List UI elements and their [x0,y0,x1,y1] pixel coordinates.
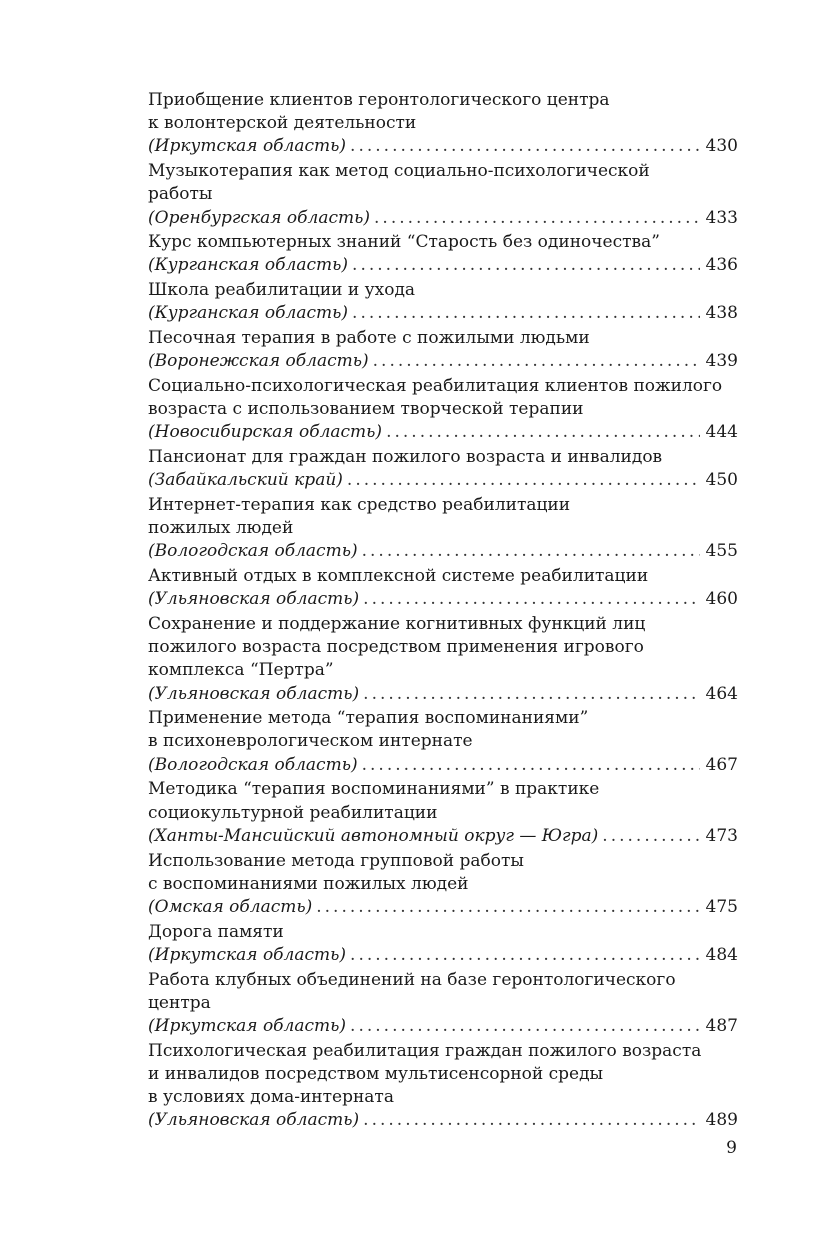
page-number: 9 [726,1138,737,1158]
toc-entry [148,375,738,445]
toc-entry-title-line: Интернет-терапия как средство реабилитации [148,494,571,515]
toc-entry-region: (Иркутская область) [148,1015,347,1036]
toc-entry-page: 464 [705,683,738,704]
toc-entry-leader-line [148,825,738,848]
toc-entry-region: (Иркутская область) [148,944,347,965]
toc-entry-leader-line [148,302,738,325]
toc-entry [148,494,738,564]
dot-leader [374,207,700,230]
toc-entry-title-line: социокультурной реабилитации [148,802,438,823]
toc-entry-page: 467 [705,754,738,775]
dot-leader [386,421,700,444]
toc-entry [148,446,738,492]
toc-entry-title-line: Песочная терапия в работе с пожилыми людьми [148,328,590,349]
toc-entry-title-line: в психоневрологическом интернате [148,731,473,752]
toc-entry-title-line: Приобщение клиентов геронтологического центра [148,90,610,110]
table-of-contents [148,89,738,1134]
toc-entry [148,850,738,920]
toc-entry-leader-line [148,350,738,373]
dot-leader [352,254,700,277]
toc-entry [148,707,738,777]
toc-entry-page: 450 [705,470,738,491]
dot-leader [350,135,700,158]
toc-entry-title-line: к волонтерской деятельности [148,113,417,134]
toc-entry-title-line: центра [148,992,211,1013]
toc-entry-title-line: и инвалидов посредством мультисенсорной среды [148,1063,604,1084]
dot-leader [602,825,700,848]
toc-entry-title-line: Пансионат для граждан пожилого возраста и инвалидов [148,447,663,468]
toc-entry-region: (Воронежская область) [148,351,369,372]
toc-entry [148,778,738,848]
toc-entry-leader-line [148,135,738,158]
toc-entry-page: 489 [705,1110,738,1131]
toc-entry-title-line: с воспоминаниями пожилых людей [148,873,469,894]
toc-entry [148,327,738,373]
dot-leader [350,1015,700,1038]
toc-entry-leader-line [148,421,738,444]
toc-entry-region: (Оренбургская область) [148,207,370,228]
toc-entry-page: 433 [705,207,738,228]
dot-leader [350,944,700,967]
toc-entry-leader-line [148,683,738,706]
toc-entry-region: (Омская область) [148,896,313,917]
toc-entry-region: (Ульяновская область) [148,1110,360,1131]
toc-entry-leader-line [148,1109,738,1132]
toc-entry-page: 484 [705,944,738,965]
toc-entry-title-line: пожилых людей [148,518,294,539]
dot-leader [352,302,700,325]
toc-entry-title-line: в условиях дома-интерната [148,1087,394,1108]
toc-entry-region: (Новосибирская область) [148,422,383,443]
toc-entry [148,1040,738,1133]
toc-entry-leader-line [148,896,738,919]
toc-entry-page: 444 [705,422,738,443]
toc-entry-title-line: комплекса “Пертра” [148,660,334,681]
toc-entry-title-line: Социально-психологическая реабилитация клиентов пожилого [148,375,723,396]
toc-entry-leader-line [148,754,738,777]
toc-entry-page: 473 [705,825,738,846]
toc-entry-page: 438 [705,303,738,324]
toc-entry-title-line: Использование метода групповой работы [148,850,524,871]
toc-entry-region: (Забайкальский край) [148,470,343,491]
toc-entry-leader-line [148,540,738,563]
toc-entry-title-line: возраста с использованием творческой терапии [148,399,584,420]
toc-entry-title-line: Музыкотерапия как метод социально-психологической [148,161,650,182]
toc-entry-title-line: Работа клубных объединений на базе геронтологического [148,969,676,990]
dot-leader [363,588,700,611]
toc-entry-title-line: Школа реабилитации и ухода [148,280,416,301]
toc-entry-page: 430 [705,136,738,157]
dot-leader [363,683,700,706]
toc-entry-leader-line [148,944,738,967]
toc-entry-title-line: Применение метода “терапия воспоминаниями” [148,708,589,729]
toc-entry-region: (Ульяновская область) [148,683,360,704]
toc-entry-leader-line [148,469,738,492]
toc-entry-title-line: Методика “терапия воспоминаниями” в практике [148,779,600,800]
dot-leader [363,1109,700,1132]
toc-entry-region: (Курганская область) [148,303,349,324]
toc-entry-region: (Курганская область) [148,255,349,276]
toc-entry [148,921,738,967]
toc-entry-page: 455 [705,541,738,562]
toc-entry-title-line: пожилого возраста посредством применения игрового [148,637,644,658]
dot-leader [347,469,700,492]
toc-entry-title-line: работы [148,184,213,205]
toc-entry-title-line: Сохранение и поддержание когнитивных функций лиц [148,613,646,634]
toc-entry-leader-line [148,207,738,230]
dot-leader [362,540,700,563]
toc-entry-region: (Ульяновская область) [148,589,360,610]
toc-entry [148,231,738,277]
toc-entry [148,613,738,706]
toc-entry-title-line: Психологическая реабилитация граждан пожилого возраста [148,1040,702,1061]
toc-entry-title-line: Курс компьютерных знаний “Старость без одиночества” [148,232,660,253]
toc-entry [148,279,738,325]
dot-leader [316,896,700,919]
toc-entry-page: 436 [705,255,738,276]
toc-entry-leader-line [148,1015,738,1038]
toc-entry-title-line: Активный отдых в комплексной системе реабилитации [148,566,649,587]
toc-entry-page: 439 [705,351,738,372]
toc-entry-region: (Ханты-Мансийский автономный округ — Югра) [148,825,599,846]
toc-entry-page: 475 [705,896,738,917]
dot-leader [373,350,700,373]
toc-entry-region: (Иркутская область) [148,136,347,157]
toc-entry-leader-line [148,588,738,611]
toc-entry [148,160,738,230]
toc-entry-region: (Вологодская область) [148,541,358,562]
toc-entry [148,565,738,611]
dot-leader [362,754,700,777]
toc-entry-title-line: Дорога памяти [148,921,284,942]
toc-entry-page: 460 [705,589,738,610]
toc-entry-page: 487 [705,1015,738,1036]
toc-entry-leader-line [148,254,738,277]
toc-entry-region: (Вологодская область) [148,754,358,775]
toc-entry [148,89,738,159]
toc-entry [148,969,738,1039]
